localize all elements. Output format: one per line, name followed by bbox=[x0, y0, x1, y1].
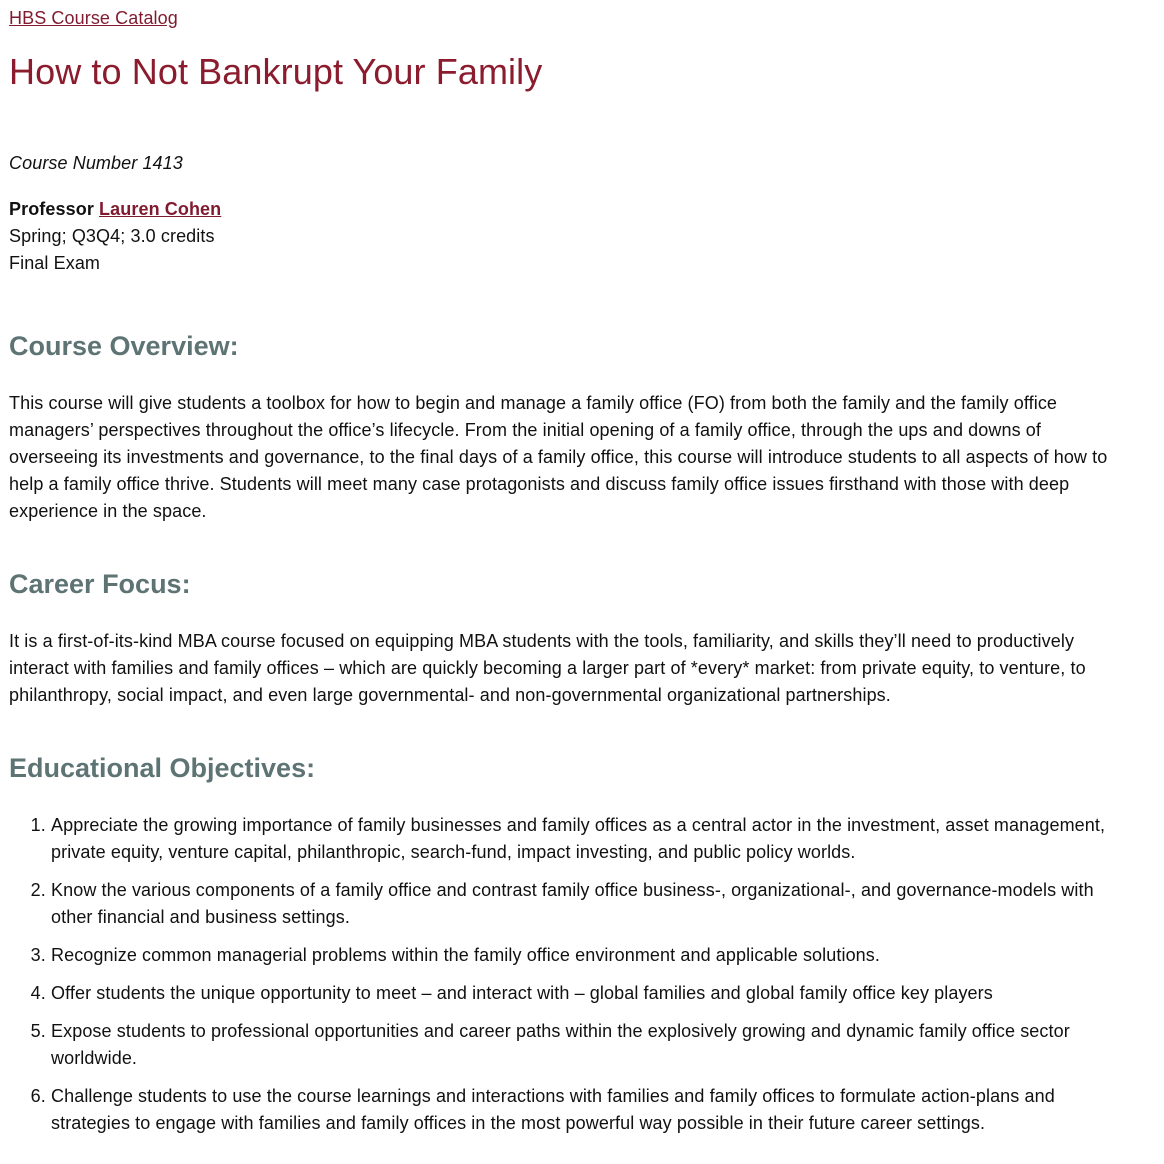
objectives-heading: Educational Objectives: bbox=[9, 753, 316, 783]
professor-link[interactable]: Lauren Cohen bbox=[99, 199, 222, 219]
course-number: Course Number 1413 bbox=[9, 153, 183, 173]
course-assessment: Final Exam bbox=[9, 253, 101, 273]
catalog-breadcrumb-link[interactable]: HBS Course Catalog bbox=[9, 8, 178, 28]
overview-heading: Course Overview: bbox=[9, 331, 239, 361]
list-item: 2. Know the various components of a family office and contrast family office business-, organizational-, and governance-models with other financial and business settings. bbox=[51, 877, 1123, 931]
professor-line bbox=[9, 196, 1164, 223]
list-item: 1. Appreciate the growing importance of family businesses and family offices as a central actor in the investment, asset management, private equity, venture capital, philanthropic, search-fund, impact investing, and public policy worlds. bbox=[51, 812, 1123, 866]
list-item: 4. Offer students the unique opportunity to meet – and interact with – global families and global family office key players bbox=[51, 980, 1123, 1007]
list-item: 3. Recognize common managerial problems within the family office environment and applicable solutions. bbox=[51, 942, 1123, 969]
objectives-list bbox=[9, 812, 1123, 1137]
list-item: 5. Expose students to professional opportunities and career paths within the explosively growing and dynamic family office sector worldwide. bbox=[51, 1018, 1123, 1072]
overview-text: This course will give students a toolbox for how to begin and manage a family office (FO) from both the family and the family office managers’ perspectives throughout the office’s lifecycle. From the initial opening of a family office, through the ups and downs of overseeing its investments and governance, to the final days of a family office, this course will introduce students to all aspects of how to help a family office thrive. Students will meet many case protagonists and discuss family office issues firsthand with those with deep experience in the space. bbox=[9, 393, 1108, 521]
career-text: It is a first-of-its-kind MBA course focused on equipping MBA students with the tools, familiarity, and skills they’ll need to productively interact with families and family offices – which are quickly becoming a larger part of *every* market: from private equity, to venture, to philanthropy, social impact, and even large governmental- and non-governmental organizational partnerships. bbox=[9, 631, 1086, 705]
course-meta bbox=[9, 196, 1164, 277]
course-term: Spring; Q3Q4; 3.0 credits bbox=[9, 226, 215, 246]
page-title: How to Not Bankrupt Your Family bbox=[9, 51, 543, 92]
professor-label: Professor bbox=[9, 199, 94, 219]
list-item: 6. Challenge students to use the course learnings and interactions with families and family offices to formulate action-plans and strategies to engage with families and family offices in the most powerful way possible in their future career settings. bbox=[51, 1083, 1123, 1137]
career-heading: Career Focus: bbox=[9, 569, 191, 599]
